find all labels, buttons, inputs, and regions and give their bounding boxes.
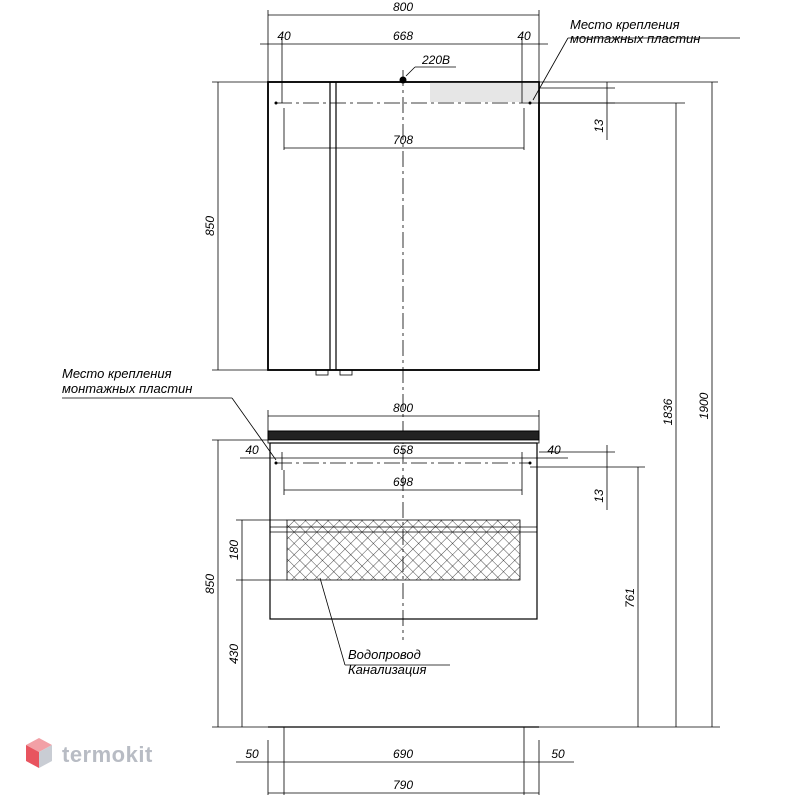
label-800-vanity: 800 bbox=[392, 401, 414, 415]
vanity-mount-point-left bbox=[275, 462, 278, 465]
label-40-top-left: 40 bbox=[277, 29, 291, 43]
utilities-line2: Канализация bbox=[348, 662, 427, 677]
label-1900: 1900 bbox=[697, 392, 711, 420]
label-430: 430 bbox=[227, 643, 241, 665]
top-dimensions bbox=[212, 10, 740, 370]
plumbing-cutout bbox=[287, 520, 520, 580]
label-50-left: 50 bbox=[245, 747, 259, 761]
label-800-top: 800 bbox=[392, 0, 414, 14]
label-708: 708 bbox=[392, 133, 414, 147]
label-50-right: 50 bbox=[551, 747, 565, 761]
label-761: 761 bbox=[623, 587, 637, 609]
label-13-top: 13 bbox=[592, 119, 606, 133]
label-690: 690 bbox=[392, 747, 414, 761]
termokit-watermark: termokit bbox=[62, 742, 153, 767]
power-outlet-icon bbox=[400, 77, 407, 84]
label-850-vanity: 850 bbox=[203, 573, 217, 595]
label-13-vanity: 13 bbox=[592, 489, 606, 503]
label-698: 698 bbox=[392, 475, 414, 489]
vanity-countertop bbox=[268, 431, 539, 440]
label-40-vanity-right: 40 bbox=[547, 443, 561, 457]
label-power: 220В bbox=[421, 53, 451, 67]
labels bbox=[62, 0, 711, 792]
utilities-line1: Водопровод bbox=[348, 647, 421, 662]
label-850-top: 850 bbox=[203, 215, 217, 237]
vanity-mount-point-right bbox=[529, 462, 532, 465]
top-mount-point-left bbox=[275, 102, 278, 105]
label-668: 668 bbox=[392, 29, 414, 43]
top-cabinet-body bbox=[268, 82, 539, 370]
top-cabinet-light-strip bbox=[430, 82, 539, 102]
label-790: 790 bbox=[392, 778, 414, 792]
top-mount-note-line2: монтажных пластин bbox=[570, 31, 701, 46]
label-1836: 1836 bbox=[661, 398, 675, 426]
top-mount-note-line1: Место крепления bbox=[570, 17, 680, 32]
vanity-mount-note-line1: Место крепления bbox=[62, 366, 172, 381]
vanity-mount-note-line2: монтажных пластин bbox=[62, 381, 193, 396]
label-40-vanity-left: 40 bbox=[245, 443, 259, 457]
label-40-top-right: 40 bbox=[517, 29, 531, 43]
label-180: 180 bbox=[227, 539, 241, 561]
termokit-logo-icon bbox=[26, 738, 52, 768]
label-658: 658 bbox=[392, 443, 414, 457]
